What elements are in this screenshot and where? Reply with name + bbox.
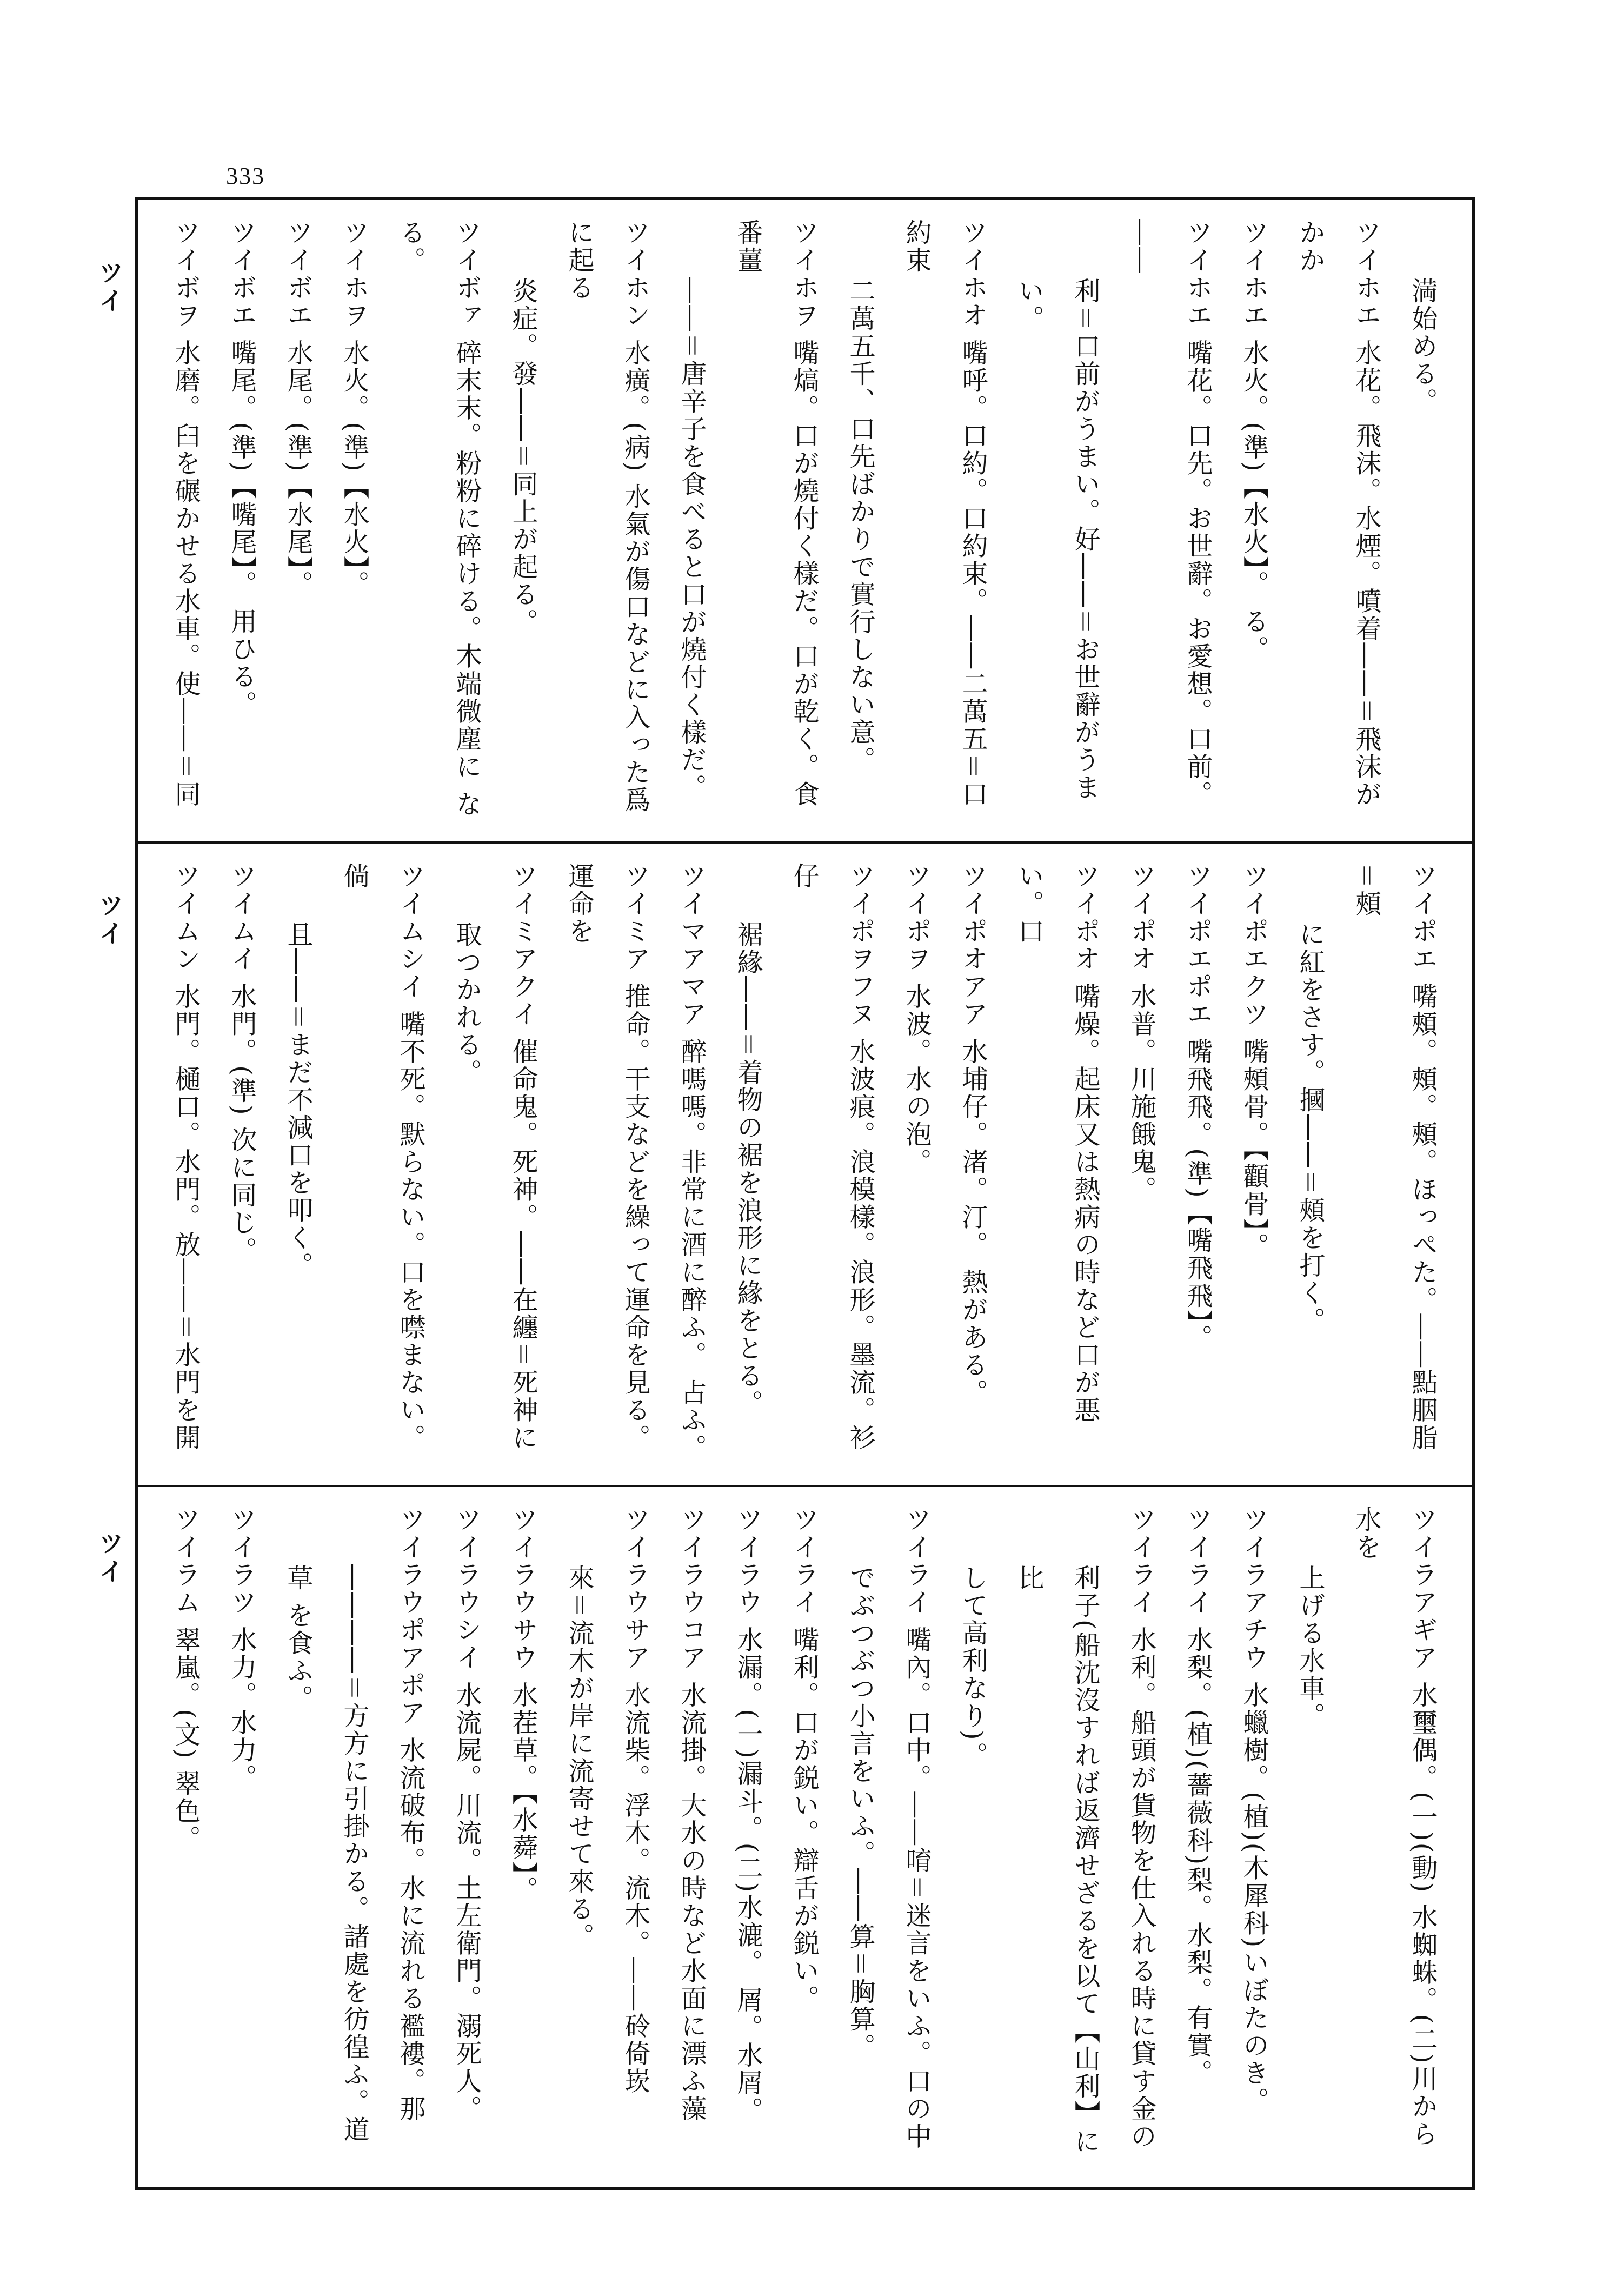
entry-text: ツイボエ 水尾。(準)【水尾】。 — [283, 219, 313, 598]
entry-text: に紅をさす。摑――＝頰を打く。 — [1295, 921, 1325, 1335]
dictionary-entry — [607, 1506, 663, 2168]
entry-text: ツイポヲ 水波。水の泡。 — [901, 862, 932, 1176]
dictionary-entry — [1338, 1506, 1451, 2168]
dictionary-entry — [944, 862, 1001, 1466]
dictionary-entry — [495, 1506, 551, 2168]
entry-text: ツイラウポアポア 水流破布。水に流れる襤褸。那 — [395, 1506, 425, 2123]
entry-text: ツイポオ 嘴燥。起床又は熱病の時など口が悪い。口 — [1014, 862, 1100, 1424]
entry-text: ツイラアギア 水璽偶。(一)(動) 水蜘蛛。(二)川から水を — [1351, 1506, 1438, 2148]
dictionary-entry — [438, 1506, 495, 2168]
entry-columns — [159, 1506, 1451, 2168]
dictionary-entry — [720, 1506, 776, 2168]
entry-continuation — [1394, 219, 1451, 822]
entry-continuation — [944, 1506, 1001, 2168]
entry-continuation — [551, 1506, 607, 2168]
entry-text: 來＝流木が岸に流寄せて來る。 — [564, 1564, 594, 1951]
dictionary-entry — [159, 219, 214, 822]
entry-continuation — [1001, 219, 1113, 822]
dictionary-entry — [776, 862, 888, 1466]
dictionary-entry — [663, 1506, 720, 2168]
entry-text: ツイラツ 水力。水力。 — [227, 1506, 257, 1792]
entry-text: ツイミアクイ 催命鬼。死神。――在纏＝死神に — [508, 862, 538, 1452]
entry-text: ツイポオアア 水埔仔。渚。汀。 — [957, 862, 988, 1259]
dictionary-entry — [720, 219, 832, 822]
dictionary-entry — [159, 862, 214, 1466]
side-index-label: ツイ — [95, 260, 124, 316]
entry-text: 利＝口前がうまい。好――＝お世辭がうまい。 — [1014, 277, 1100, 802]
dictionary-entry — [326, 219, 382, 822]
dictionary-band-middle — [138, 844, 1472, 1487]
entry-text: ツイポエポエ 嘴飛飛。(準)【嘴飛飛】。 — [1182, 862, 1213, 1352]
dictionary-entry — [1338, 862, 1451, 1466]
side-index-label: ツイ — [95, 892, 124, 948]
dictionary-entry — [1113, 862, 1169, 1466]
dictionary-entry — [1001, 862, 1113, 1466]
entry-text: 裾緣――＝着物の裾を浪形に緣をとる。 — [733, 921, 763, 1418]
dictionary-entry — [1169, 862, 1226, 1466]
dictionary-entry — [159, 1506, 214, 2168]
entry-text: ツイムシイ 嘴不死。默らない。口を噤まない。倘 — [339, 862, 425, 1452]
dictionary-entry — [888, 862, 944, 1466]
dictionary-entry — [1226, 862, 1282, 1466]
entry-continuation — [1282, 1506, 1338, 2168]
entry-text: ツイライ 水梨。(植)(薔薇科)梨。水梨。有實。 — [1182, 1506, 1213, 2087]
dictionary-band-bottom — [138, 1487, 1472, 2187]
dictionary-frame — [135, 197, 1475, 2190]
entry-text: ツイラアチウ 水蠟樹。(植)(木犀科)いぼたのき。 — [1239, 1506, 1269, 2115]
entry-text: ツイホエ 水火。(準)【水火】。 — [1239, 219, 1269, 598]
dictionary-entry — [551, 862, 663, 1466]
dictionary-entry — [1282, 219, 1394, 822]
entry-text: ツイライ 嘴利。口が鋭い。辯舌が鋭い。 — [789, 1506, 819, 2013]
entry-text: ツイホエ 嘴花。口先。お世辭。お愛想。口前。―― — [1126, 219, 1213, 808]
entry-text: ツイラウシイ 水流屍。川流。土左衛門。溺死人。 — [451, 1506, 482, 2123]
dictionary-entry — [551, 219, 663, 822]
entry-text: ツイホエ 水花。飛沫。水煙。噴着――＝飛沫がかか — [1295, 219, 1381, 808]
entry-text: ツイホヲ 嘴熇。口が燒付く樣だ。口が乾く。食番薑 — [733, 219, 819, 808]
entry-text: ツイホオ 嘴呼。口約。口約束。――二萬五＝口約束 — [901, 219, 988, 808]
dictionary-entry — [888, 1506, 944, 2168]
entry-text: ツイホヲ 水火。(準)【水火】。 — [339, 219, 369, 598]
dictionary-entry — [214, 862, 270, 1466]
dictionary-entry — [1226, 219, 1282, 822]
entry-tail: 屑。水屑。 — [733, 1976, 763, 2125]
entry-text: ツイミア 推命。干支などを繰って運命を見る。運命を — [564, 862, 650, 1452]
entry-text: ツイポエ 嘴頰。頰。頰。ほっぺた。――點胭脂＝頰 — [1351, 862, 1438, 1452]
dictionary-entry — [1226, 1506, 1282, 2168]
entry-continuation — [832, 1506, 888, 2168]
entry-text: ツイマアマア 醉嗎嗎。非常に酒に醉ふ。 — [676, 862, 707, 1369]
entry-text: ツイポエクツ 嘴頰骨。【顴骨】。 — [1239, 862, 1269, 1260]
dictionary-entry — [214, 219, 270, 822]
entry-tail: 用ひる。 — [227, 598, 257, 718]
entry-continuation — [495, 219, 551, 822]
side-index-label: ツイ — [95, 1530, 124, 1587]
entry-tail: る。 — [1239, 598, 1269, 663]
entry-tail: 熱がある。 — [957, 1258, 988, 1406]
entry-text: ツイラム 翠嵐。(文) 翠色。 — [170, 1506, 201, 1853]
entry-columns — [159, 862, 1451, 1466]
entry-text: して高利なり)。 — [957, 1564, 988, 1769]
entry-text: ツイラウ 水漏。(一)漏斗。(二)水漉。 — [733, 1506, 763, 1977]
entry-text: ――＝唐辛子を食べると口が燒付く樣だ。 — [676, 277, 707, 802]
dictionary-entry — [382, 219, 495, 822]
dictionary-band-top — [138, 200, 1472, 844]
entry-text: ツイポオ 水普。川施餓鬼。 — [1126, 862, 1156, 1204]
dictionary-entry — [663, 862, 720, 1466]
dictionary-entry — [270, 219, 326, 822]
entry-text: 炎症。發――＝同上が起る。 — [508, 277, 538, 636]
entry-tail: なる。 — [395, 219, 482, 818]
dictionary-entry — [888, 219, 1001, 822]
entry-text: ツイラウコア 水流掛。大水の時など水面に漂ふ藻 — [676, 1506, 707, 2123]
dictionary-entry — [1113, 1506, 1169, 2168]
entry-text: ツイホン 水癀。(病) 水氣が傷口などに入った爲に起る — [564, 219, 650, 814]
dictionary-entry — [1169, 1506, 1226, 2168]
entry-text: 利子(船沈沒すれば返濟せざるを以て【山利】に比 — [1014, 1564, 1100, 2155]
entry-continuation — [832, 219, 888, 822]
entry-text: 満始める。 — [1407, 277, 1438, 415]
entry-continuation — [1282, 862, 1338, 1466]
entry-text: ツイボァ 碎末末。粉粉に碎ける。木端微塵に — [451, 219, 482, 781]
entry-continuation — [663, 219, 720, 822]
entry-text: ツイボヲ 水磨。臼を碾かせる水車。使――＝同 — [170, 219, 201, 808]
entry-continuation — [438, 862, 495, 1466]
entry-text: 上げる水車。 — [1295, 1564, 1325, 1730]
entry-text: でぶつぶつ小言をいふ。――算＝胸算。 — [845, 1564, 875, 2061]
entry-text: ツイムン 水門。樋口。水門。放――＝水門を開 — [170, 862, 201, 1452]
entry-text: 取つかれる。 — [451, 921, 482, 1086]
page-number: 333 — [226, 163, 265, 189]
dictionary-entry — [214, 1506, 270, 2168]
entry-text: ツイライ 水利。船頭が貨物を仕入れる時に貸す金の — [1126, 1506, 1156, 2151]
dictionary-entry — [495, 862, 551, 1466]
entry-text: ツイライ 嘴內。口中。――唷＝迷言をいふ。口の中 — [901, 1506, 932, 2151]
entry-tail: 占ふ。 — [676, 1369, 707, 1462]
entry-text: 且――＝まだ不減口を叩く。 — [283, 921, 313, 1280]
entry-text: 二萬五千、口先ばかりで實行しない意。 — [845, 277, 875, 774]
entry-text: ――――＝方方に引掛かる。諸處を彷徨ふ。道草 — [283, 1564, 369, 2144]
dictionary-entry — [1113, 219, 1226, 822]
entry-text: ツイボエ 嘴尾。(準)【嘴尾】。 — [227, 219, 257, 598]
entry-text: ツイムイ 水門。(準) 次に同じ。 — [227, 862, 257, 1264]
dictionary-entry — [326, 862, 438, 1466]
entry-columns — [159, 219, 1451, 822]
entry-text: ツイラウサア 水流柴。浮木。流木。――砱倚崁 — [620, 1506, 650, 2095]
entry-text: ツイポヲフヌ 水波痕。浪模樣。浪形。墨流。衫仔 — [789, 862, 875, 1452]
entry-continuation — [270, 862, 326, 1466]
entry-continuation — [1001, 1506, 1113, 2168]
dictionary-entry — [776, 1506, 832, 2168]
entry-text: ツイラウサウ 水茬草。【水蕣】。 — [508, 1506, 538, 1904]
entry-continuation — [270, 1506, 382, 2168]
dictionary-entry — [382, 1506, 438, 2168]
entry-tail: を食ふ。 — [283, 1592, 313, 1713]
entry-continuation — [720, 862, 776, 1466]
